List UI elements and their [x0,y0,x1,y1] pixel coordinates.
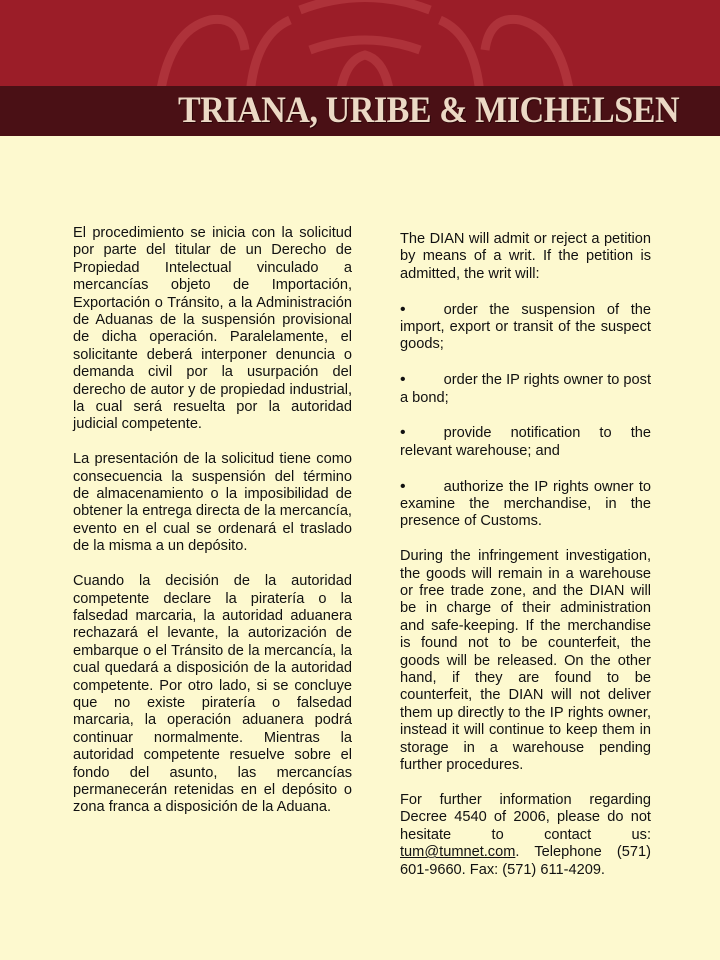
investigation-paragraph: During the infringement investigation, the goods will remain in a warehouse or free trade zone, and the DIAN will be in charge of their administration and safe-keeping. If the merchandise is found not to be counterfeit, the goods will be released. On the other hand, if they are found to be counterfeit, the DIAN will not deliver them up directly to the IP rights owner, instead it will continue to keep them in storage in a warehouse pending further procedures. [400,548,651,774]
intro-paragraph: The DIAN will admit or reject a petition by means of a writ. If the petition is admitted, the writ will: [400,231,651,282]
list-item [400,478,651,531]
list-item [400,301,651,354]
contact-prefix: For further information regarding Decree 4540 of 2006, please do not hesitate to contact us: [400,791,651,843]
email-link[interactable]: tum@tumnet.com [400,844,516,861]
bullet-icon: • [400,477,406,495]
bullet-text: authorize the IP rights owner to examine the merchandise, in the presence of Customs. [400,478,651,530]
bullet-text: provide notification to the relevant warehouse; and [400,425,651,459]
english-column [400,231,651,896]
list-item [400,371,651,407]
list-item [400,424,651,460]
firm-logo-text: TRIANA, URIBE & MICHELSEN [178,90,680,131]
header-banner [0,0,720,136]
paragraph: La presentación de la solicitud tiene como consecuencia la suspensión del término de almacenamiento o la imposibilidad de obtener la entrega directa de la mercancía, evento en el cual se ordenará el traslado de la misma a un depósito. [73,451,352,555]
bullet-icon: • [400,424,406,442]
bullet-icon: • [400,300,406,318]
contact-paragraph [400,792,651,879]
crown-ornament-icon [150,0,580,100]
bullet-text: order the suspension of the import, export or transit of the suspect goods; [400,301,651,353]
bullet-text: order the IP rights owner to post a bond; [400,372,652,406]
bullet-icon: • [400,371,406,389]
spanish-column [73,225,352,834]
paragraph: Cuando la decisión de la autoridad competente declare la piratería o la falsedad marcaria, la autoridad aduanera rechazará el levante, la autorización de embarque o el Tránsito de la mercancía, la cual quedará a disposición de la autoridad competente. Por otro lado, si se concluye que no existe piratería o falsedad marcaria, la operación aduanera podrá continuar normalmente. Mientras la autoridad competente resuelve sobre el fondo del asunto, las mercancías permanecerán retenidas en el depósito o zona franca a disposición de la Aduana. [73,573,352,816]
contact-suffix: . Telephone (571) 601-9660. Fax: (571) 611-4209. [400,844,651,878]
paragraph: El procedimiento se inicia con la solicitud por parte del titular de un Derecho de Propiedad Intelectual vinculado a mercancías objeto de Importación, Exportación o Tránsito, a la Administración de Aduanas de la suspensión provisional de dicha operación. Paralelamente, el solicitante deberá interponer denuncia o demanda civil por la usurpación del derecho de autor y de propiedad industrial, la cual será resuelta por la autoridad judicial competente. [73,225,352,433]
